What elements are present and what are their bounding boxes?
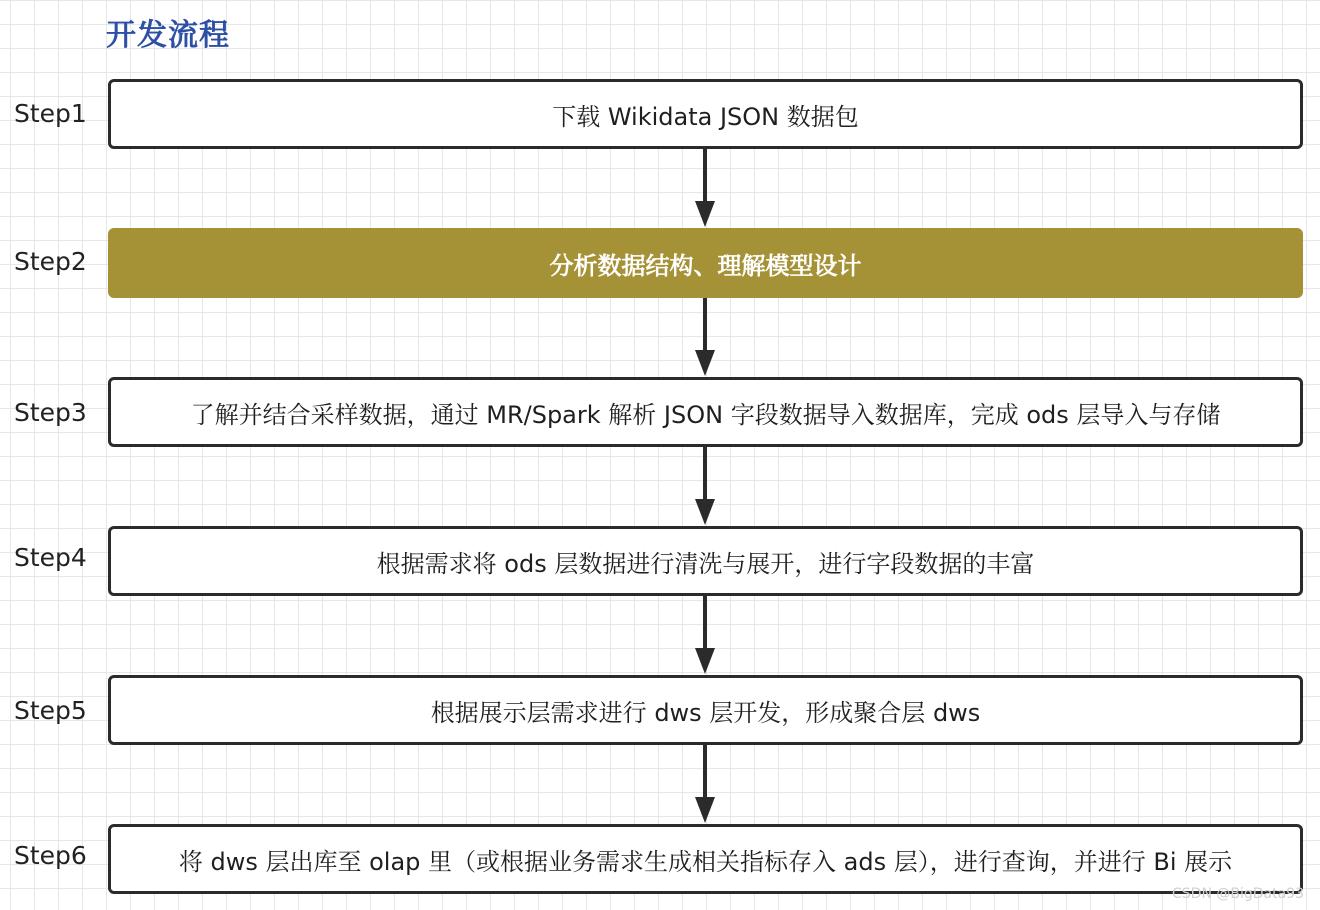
step-text-3: 了解并结合采样数据，通过 MR/Spark 解析 JSON 字段数据导入数据库，完成 ods 层导入与存储 — [190, 400, 1221, 429]
step-label-1: Step1 — [14, 99, 87, 128]
connector-2-3 — [703, 298, 707, 350]
step-text-1: 下载 Wikidata JSON 数据包 — [552, 102, 859, 131]
arrow-head-icon — [695, 201, 715, 227]
step-text-5: 根据展示层需求进行 dws 层开发，形成聚合层 dws — [430, 698, 981, 727]
step-label-4: Step4 — [14, 543, 87, 572]
connector-1-2 — [703, 149, 707, 201]
watermark: CSDN @BigData93 — [1172, 886, 1304, 902]
step-label-6: Step6 — [14, 841, 87, 870]
step-box-2[interactable] — [108, 228, 1303, 298]
step-box-3[interactable] — [108, 377, 1303, 447]
step-label-2: Step2 — [14, 247, 87, 276]
step-text-6: 将 dws 层出库至 olap 里（或根据业务需求生成相关指标存入 ads 层），进行查询，并进行 Bi 展示 — [178, 847, 1233, 876]
step-box-5[interactable] — [108, 675, 1303, 745]
step-label-5: Step5 — [14, 696, 87, 725]
connector-3-4 — [703, 447, 707, 499]
arrow-head-icon — [695, 350, 715, 376]
step-label-3: Step3 — [14, 398, 87, 427]
step-box-4[interactable] — [108, 526, 1303, 596]
arrow-head-icon — [695, 797, 715, 823]
arrow-head-icon — [695, 648, 715, 674]
arrow-head-icon — [695, 499, 715, 525]
connector-5-6 — [703, 745, 707, 797]
step-text-2: 分析数据结构、理解模型设计 — [549, 251, 862, 280]
step-box-6[interactable] — [108, 824, 1303, 894]
step-text-4: 根据需求将 ods 层数据进行清洗与展开，进行字段数据的丰富 — [376, 549, 1035, 578]
page-title: 开发流程 — [106, 18, 230, 53]
step-box-1[interactable] — [108, 79, 1303, 149]
connector-4-5 — [703, 596, 707, 648]
